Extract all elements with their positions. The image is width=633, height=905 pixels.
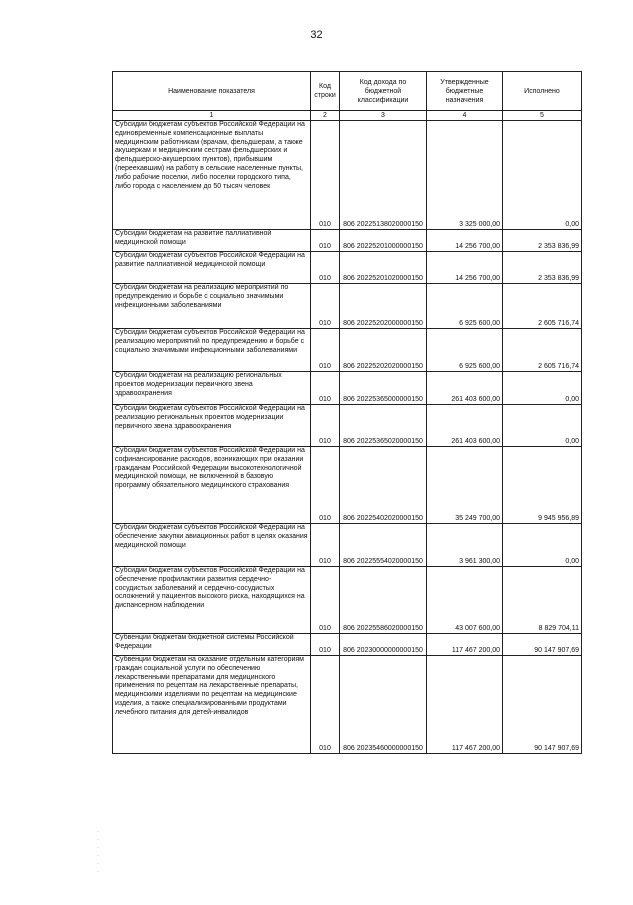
line-code: 010 [311, 447, 340, 524]
income-code: 806 20225554020000150 [340, 524, 427, 567]
executed-amount: 2 605 716,74 [503, 329, 582, 372]
indicator-name: Субвенции бюджетам бюджетной системы Российской Федерации [113, 634, 311, 656]
indicator-name: Субсидии бюджетам субъектов Российской Федерации на реализацию мероприятий по предупреждению и борьбе с социально значимыми инфекционными заболеваниями [113, 329, 311, 372]
line-code: 010 [311, 252, 340, 284]
indicator-name: Субсидии бюджетам субъектов Российской Федерации на реализацию региональных проектов модернизации первичного звена здравоохранения [113, 405, 311, 447]
income-code: 806 20225365000000150 [340, 372, 427, 405]
table-row [113, 405, 582, 447]
column-number-row [113, 111, 582, 121]
planned-amount: 35 249 700,00 [427, 447, 503, 524]
budget-execution-table [112, 71, 582, 754]
executed-amount: 2 353 836,99 [503, 252, 582, 284]
income-code: 806 20225365020000150 [340, 405, 427, 447]
executed-amount: 0,00 [503, 121, 582, 230]
income-code: 806 20230000000000150 [340, 634, 427, 656]
indicator-name: Субсидии бюджетам на реализацию мероприятий по предупреждению и борьбе с социально значимыми инфекционными заболеваниями [113, 284, 311, 329]
income-code: 806 20225138020000150 [340, 121, 427, 230]
executed-amount: 8 829 704,11 [503, 567, 582, 634]
column-number: 5 [503, 111, 582, 121]
line-code: 010 [311, 284, 340, 329]
indicator-name: Субсидии бюджетам на реализацию региональных проектов модернизации первичного звена здравоохранения [113, 372, 311, 405]
header-income-code: Код дохода по бюджетной классификации [340, 72, 427, 111]
executed-amount: 2 353 836,99 [503, 230, 582, 252]
indicator-name: Субсидии бюджетам на развитие паллиативной медицинской помощи [113, 230, 311, 252]
page-number: 32 [310, 29, 323, 41]
planned-amount: 14 256 700,00 [427, 252, 503, 284]
planned-amount: 14 256 700,00 [427, 230, 503, 252]
header-executed: Исполнено [503, 72, 582, 111]
executed-amount: 90 147 907,69 [503, 634, 582, 656]
column-number: 2 [311, 111, 340, 121]
table-row [113, 121, 582, 230]
line-code: 010 [311, 524, 340, 567]
planned-amount: 43 007 600,00 [427, 567, 503, 634]
income-code: 806 20225201000000150 [340, 230, 427, 252]
income-code: 806 20235460000000150 [340, 656, 427, 754]
line-code: 010 [311, 634, 340, 656]
planned-amount: 6 925 600,00 [427, 284, 503, 329]
executed-amount: 2 605 716,74 [503, 284, 582, 329]
line-code: 010 [311, 372, 340, 405]
executed-amount: 0,00 [503, 372, 582, 405]
planned-amount: 261 403 600,00 [427, 372, 503, 405]
indicator-name: Субсидии бюджетам субъектов Российской Федерации на обеспечение профилактики развития сердечно-сосудистых заболеваний и сердечно-сосудистых осложнений у пациентов высокого риска, находящихся на диспансерном наблюдении [113, 567, 311, 634]
planned-amount: 6 925 600,00 [427, 329, 503, 372]
planned-amount: 117 467 200,00 [427, 634, 503, 656]
table-row [113, 447, 582, 524]
header-line-code: Код строки [311, 72, 340, 111]
planned-amount: 3 325 000,00 [427, 121, 503, 230]
line-code: 010 [311, 121, 340, 230]
executed-amount: 90 147 907,69 [503, 656, 582, 754]
table-row [113, 284, 582, 329]
column-number: 3 [340, 111, 427, 121]
table-row [113, 230, 582, 252]
margin-dots: · · · · · · [97, 829, 99, 875]
line-code: 010 [311, 230, 340, 252]
indicator-name: Субсидии бюджетам субъектов Российской Федерации на софинансирование расходов, возникающих при оказании гражданам Российской Федерации высокотехнологичной медицинской помощи, не включенной в базовую программу обязательного медицинского страхования [113, 447, 311, 524]
planned-amount: 117 467 200,00 [427, 656, 503, 754]
executed-amount: 9 945 956,89 [503, 447, 582, 524]
line-code: 010 [311, 567, 340, 634]
header-planned: Утвержденные бюджетные назначения [427, 72, 503, 111]
income-code: 806 20225402020000150 [340, 447, 427, 524]
line-code: 010 [311, 656, 340, 754]
table-row [113, 634, 582, 656]
income-code: 806 20225201020000150 [340, 252, 427, 284]
column-number: 4 [427, 111, 503, 121]
income-code: 806 20225202020000150 [340, 329, 427, 372]
indicator-name: Субсидии бюджетам субъектов Российской Федерации на обеспечение закупки авиационных работ в целях оказания медицинской помощи [113, 524, 311, 567]
header-indicator-name: Наименование показателя [113, 72, 311, 111]
column-number: 1 [113, 111, 311, 121]
table-row [113, 252, 582, 284]
executed-amount: 0,00 [503, 524, 582, 567]
income-code: 806 20225586020000150 [340, 567, 427, 634]
table-row [113, 524, 582, 567]
income-code: 806 20225202000000150 [340, 284, 427, 329]
indicator-name: Субвенции бюджетам на оказание отдельным категориям граждан социальной услуги по обеспечению лекарственными препаратами для медицинского применения по рецептам на лекарственные препараты, медицинскими изделиями по рецептам на медицинские изделия, а также специализированными продуктами лечебного питания для детей-инвалидов [113, 656, 311, 754]
line-code: 010 [311, 405, 340, 447]
indicator-name: Субсидии бюджетам субъектов Российской Федерации на развитие паллиативной медицинской помощи [113, 252, 311, 284]
table-header-row [113, 72, 582, 111]
table-row [113, 656, 582, 754]
planned-amount: 261 403 600,00 [427, 405, 503, 447]
line-code: 010 [311, 329, 340, 372]
indicator-name: Субсидии бюджетам субъектов Российской Федерации на единовременные компенсационные выплаты медицинским работникам (врачам, фельдшерам, а также акушеркам и медицинским сестрам фельдшерских и фельдшерско-акушерских пунктов), прибывшим (переехавшим) на работу в сельские населенные пункты, либо рабочие поселки, либо поселки городского типа, либо города с населением до 50 тысяч человек [113, 121, 311, 230]
table-row [113, 329, 582, 372]
table-row [113, 372, 582, 405]
table-row [113, 567, 582, 634]
executed-amount: 0,00 [503, 405, 582, 447]
planned-amount: 3 961 300,00 [427, 524, 503, 567]
